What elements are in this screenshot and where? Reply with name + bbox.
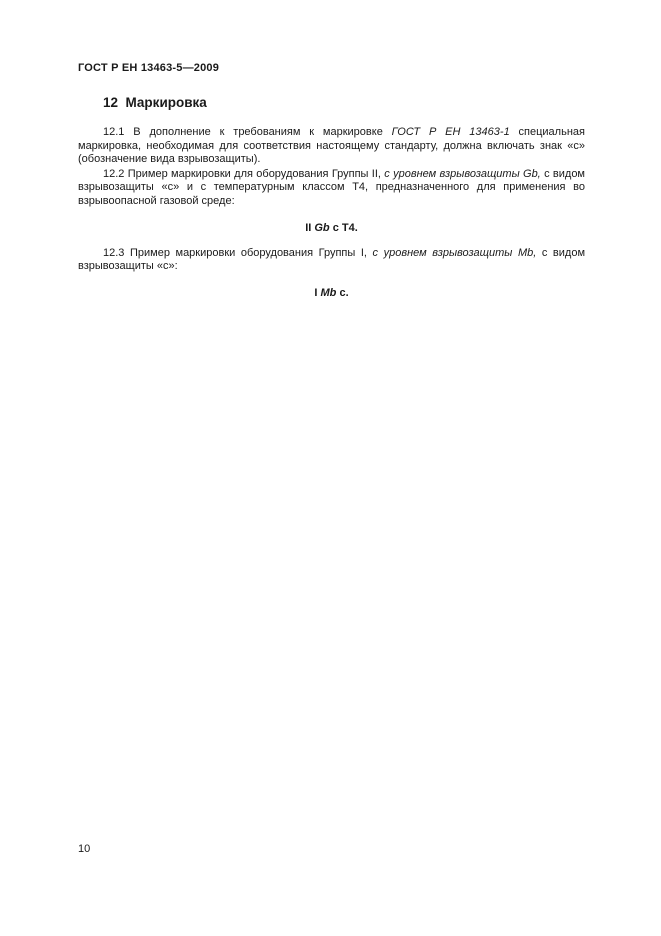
marking-example-2-italic: Mb [320, 286, 337, 299]
marking-example-2-suffix: с. [336, 286, 349, 299]
paragraph-12-1-text: 12.1 В дополнение к требованиям к маркировке [103, 126, 392, 138]
paragraph-12-1 [78, 126, 585, 167]
paragraph-12-3-text-cont: с видом взрывозащиты «с»: [78, 246, 586, 273]
paragraph-12-2-italic: с уровнем взрывозащиты Gb, [384, 167, 541, 180]
marking-example-1 [78, 222, 585, 234]
paragraph-12-3 [78, 247, 585, 274]
document-header: ГОСТ Р ЕН 13463-5—2009 [78, 62, 220, 74]
marking-example-2-prefix: I [314, 286, 321, 299]
section-heading: 12 Маркировка [103, 95, 207, 110]
marking-example-1-prefix: II [305, 221, 315, 234]
paragraph-12-2-text-cont: с видом взрывозащиты «с» и с температурным классом Т4, предназначенного для применения во взрывоопасной газовой среде: [78, 167, 585, 207]
paragraph-12-3-italic: с уровнем взрывозащиты Mb, [372, 246, 537, 259]
marking-example-1-italic: Gb [314, 221, 330, 234]
paragraph-12-2 [78, 168, 585, 209]
paragraph-12-2-text: 12.2 Пример маркировки для оборудования Группы II, [103, 167, 385, 180]
paragraph-12-1-text-cont: специальная маркировка, необходимая для соответствия настоящему стандарту, должна включать знак «с» (обозначение вида взрывозащиты). [78, 126, 585, 166]
paragraph-12-1-reference-italic: ГОСТ Р ЕН 13463-1 [391, 126, 510, 138]
document-content [78, 62, 585, 312]
marking-example-1-suffix: с Т4. [329, 221, 358, 234]
marking-example-2 [78, 287, 585, 299]
paragraph-12-3-text: 12.3 Пример маркировки оборудования Группы I, [103, 246, 373, 259]
page-number: 10 [78, 843, 91, 855]
